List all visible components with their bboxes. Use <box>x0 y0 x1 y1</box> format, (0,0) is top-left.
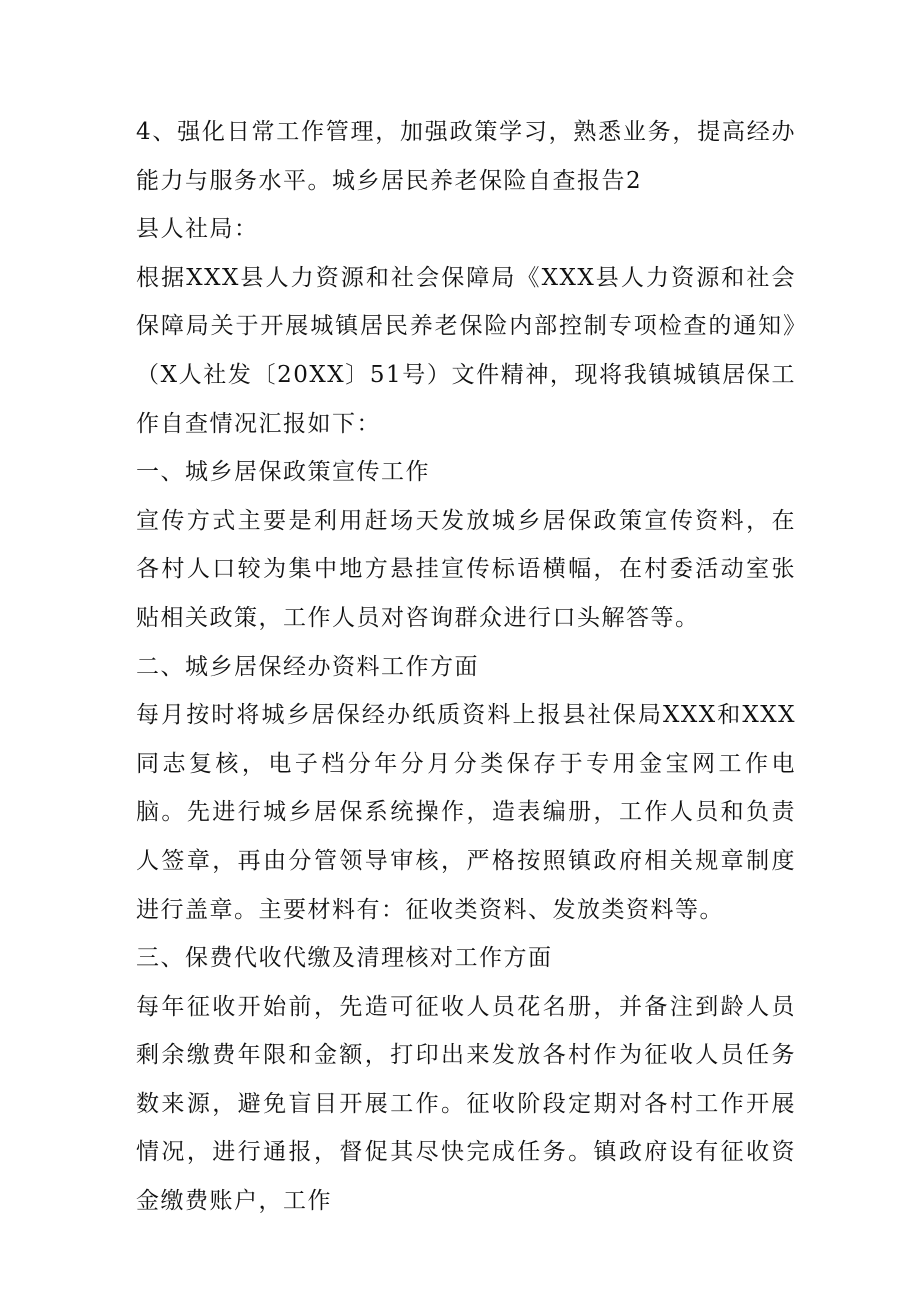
section-heading-2: 二、城乡居保经办资料工作方面 <box>136 653 479 680</box>
section-heading-3: 三、保费代收代缴及清理核对工作方面 <box>136 945 553 972</box>
paragraph-item-1: 4、强化日常工作管理，加强政策学习，熟悉业务，提高经办能力与服务水平。城乡居民养老保险自查报告2 <box>136 119 796 194</box>
paragraph-section-2: 每月按时将城乡居保经办纸质资料上报县社保局XXX和XXX同志复核，电子档分年分月分类保存于专用金宝网工作电脑。先进行城乡居保系统操作，造表编册，工作人员和负责人签章，再由分管领导审核，严格按照镇政府相关规章制度进行盖章。主要材料有：征收类资料、发放类资料等。 <box>136 702 796 923</box>
paragraph-intro: 根据XXX县人力资源和社会保障局《XXX县人力资源和社会保障局关于开展城镇居民养老保险内部控制专项检查的通知》（X人社发〔20XX〕51号）文件精神，现将我镇城镇居保工作自查情况汇报如下： <box>136 264 796 437</box>
paragraph-section-3: 每年征收开始前，先造可征收人员花名册，并备注到龄人员剩余缴费年限和金额，打印出来发放各村作为征收人员任务数来源，避免盲目开展工作。征收阶段定期对各村工作开展情况，进行通报，督促其尽快完成任务。镇政府设有征收资金缴费账户，工作 <box>136 993 796 1215</box>
section-heading-1: 一、城乡居保政策宣传工作 <box>136 459 430 486</box>
paragraph-section-1: 宣传方式主要是利用赶场天发放城乡居保政策宣传资料，在各村人口较为集中地方悬挂宣传标语横幅，在村委活动室张贴相关政策，工作人员对咨询群众进行口头解答等。 <box>136 507 796 631</box>
document-body <box>136 108 796 1226</box>
salutation: 县人社局： <box>136 216 259 243</box>
